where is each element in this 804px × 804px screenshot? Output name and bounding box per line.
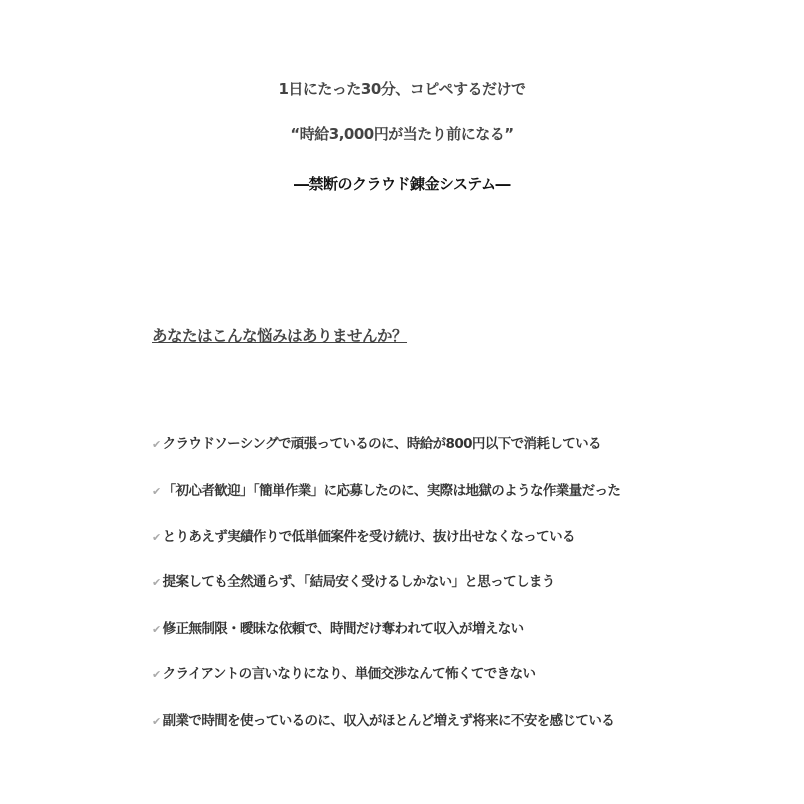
- list-item-text: とりあえず実績作りで低単価案件を受け続け、抜け出せなくなっている: [162, 529, 575, 545]
- list-item: [152, 432, 601, 452]
- list-item: [152, 570, 555, 590]
- list-item-text: クラウドソーシングで頑張っているのに、時給が800円以下で消耗している: [162, 436, 601, 452]
- check-icon: ✔: [152, 715, 161, 728]
- list-item: [152, 709, 614, 729]
- headline-line-2: “時給3,000円が当たり前になる”: [290, 125, 514, 143]
- check-icon: ✔: [152, 438, 161, 451]
- check-icon: ✔: [152, 531, 161, 544]
- list-item-text: 「初心者歓迎」「簡単作業」に応募したのに、実際は地獄のような作業量だった: [162, 483, 621, 499]
- list-item: [152, 662, 535, 682]
- headline-line-1: 1日にたった30分、コピペするだけで: [278, 80, 526, 98]
- check-icon: ✔: [152, 623, 161, 636]
- headline-line-3: ―禁断のクラウド錬金システム―: [293, 175, 510, 193]
- list-item-text: 修正無制限・曖昧な依頼で、時間だけ奪われて収入が増えない: [162, 621, 524, 637]
- list-item: [152, 479, 620, 499]
- list-item-text: 副業で時間を使っているのに、収入がほとんど増えず将来に不安を感じている: [162, 713, 615, 729]
- check-icon: ✔: [152, 485, 161, 498]
- list-item-text: クライアントの言いなりになり、単価交渉なんて怖くてできない: [162, 666, 536, 682]
- list-item: [152, 525, 575, 545]
- check-icon: ✔: [152, 668, 161, 681]
- list-item-text: 提案しても全然通らず、「結局安く受けるしかない」と思ってしまう: [162, 574, 555, 590]
- section-heading: あなたはこんな悩みはありませんか？: [152, 327, 408, 345]
- list-item: [152, 617, 524, 637]
- check-icon: ✔: [152, 576, 161, 589]
